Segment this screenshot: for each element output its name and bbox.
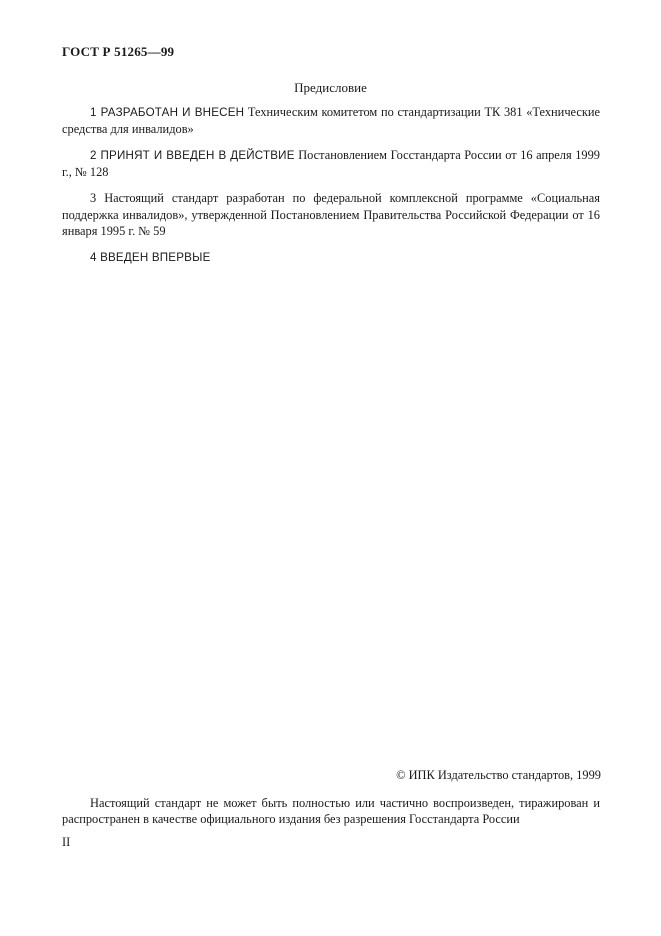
foreword-item-2-lead: 2 ПРИНЯТ И ВВЕДЕН В ДЕЙСТВИЕ [90, 149, 295, 162]
foreword-item-3 [62, 190, 600, 239]
foreword-item-1-lead: 1 РАЗРАБОТАН И ВНЕСЕН [90, 106, 245, 119]
foreword-item-1 [62, 104, 600, 137]
foreword-title: Предисловие [294, 80, 367, 95]
copyright-line: © ИПК Издательство стандартов, 1999 [396, 768, 601, 782]
foreword-body [62, 104, 600, 276]
page-number: II [62, 835, 71, 849]
foreword-item-1-text: Техническим комитетом по стандартизации ТК 381 «Технические средства для инвалидов» [62, 105, 601, 136]
foreword-item-2-text: Постановлением Госстандарта России от 16 апреля 1999 г., № 128 [62, 148, 601, 179]
reproduction-notice: Настоящий стандарт не может быть полностью или частично воспроизведен, тиражирован и распространен в качестве официального издания без разрешения Госстандарта России [62, 796, 600, 826]
foreword-item-4-lead: 4 ВВЕДЕН ВПЕРВЫЕ [90, 251, 211, 264]
document-id: ГОСТ Р 51265—99 [62, 44, 175, 59]
foreword-item-4 [62, 249, 600, 266]
foreword-item-3-text: 3 Настоящий стандарт разработан по федеральной комплексной программе «Социальная поддержка инвалидов», утвержденной Постановлением Правительства Российской Федерации от 16 января 1995 г. № 59 [62, 191, 600, 238]
foreword-item-2 [62, 147, 600, 180]
